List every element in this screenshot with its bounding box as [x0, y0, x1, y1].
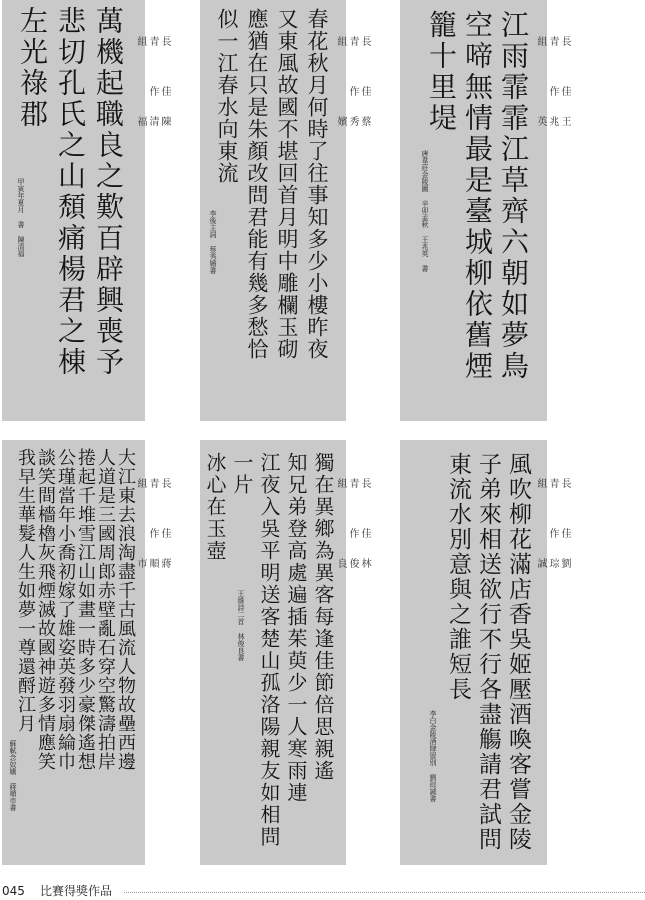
calligraphy-artwork [443, 452, 533, 857]
artwork-panel [2, 0, 145, 421]
calligraphy-column: 冰心在玉壺 [203, 452, 227, 562]
calligraphy-column: 公瑾當年小喬初嫁了雄姿英發羽扇綸巾 [55, 448, 76, 771]
artwork-panel [2, 440, 145, 865]
calligraphy-artwork [15, 448, 135, 858]
calligraphy-column: 江雨霏霏江草齊六朝如夢鳥 [497, 10, 530, 382]
calligraphy-column: 知兄弟登高處遍插茱萸少一人寒雨連 [284, 452, 308, 804]
category-label: 長青組 [535, 36, 570, 47]
category-label: 長青組 [535, 478, 570, 489]
calligraphy-artwork [13, 6, 127, 416]
calligraphy-column: 籠十里堤 [425, 10, 458, 134]
calligraphy-column: 獨在異鄉為異客每逢佳節倍思親遙 [311, 452, 335, 782]
calligraphy-column: 東流水別意與之誰短長 [445, 452, 471, 702]
calligraphy-artwork [212, 8, 332, 408]
award-label: 佳作 [547, 528, 570, 539]
calligraphy-column: 應猶在只是朱顏改問君能有幾多愁恰 [245, 8, 269, 360]
artist-signature: 蘇軾念奴嬌 蔣順市書 [9, 740, 17, 811]
artist-signature: 唐韋莊金陵圖 辛卯孟秋 王兆英 書 [421, 150, 429, 272]
artist-name: 蔣順市 [135, 558, 170, 569]
calligraphy-column: 又東風故國不堪回首月明中雕欄玉砌 [275, 8, 299, 360]
calligraphy-column: 左光祿郡 [16, 6, 49, 130]
artwork-panel [200, 0, 346, 421]
award-label: 佳作 [547, 86, 570, 97]
page-footer [0, 884, 645, 900]
category-label: 長青組 [335, 36, 370, 47]
calligraphy-column: 風吹柳花滿店香吳姬壓酒喚客嘗金陵 [505, 452, 531, 852]
category-label: 長青組 [335, 478, 370, 489]
calligraphy-column: 空啼無情最是臺城柳依舊煙 [461, 10, 494, 382]
calligraphy-column: 談笑間檣櫓灰飛煙滅故國神遊多情應笑 [35, 448, 56, 771]
calligraphy-column: 萬機起職良之歎百辟興喪予 [92, 6, 125, 378]
award-label: 佳作 [147, 528, 170, 539]
award-label: 佳作 [147, 86, 170, 97]
section-title: 比賽得獎作品 [40, 884, 113, 898]
calligraphy-column: 似一江春水向東流 [215, 8, 239, 184]
calligraphy-column: 我早生華髮人生如夢一尊還酹江月 [15, 448, 36, 733]
category-label: 長青組 [135, 36, 170, 47]
footer-divider [124, 892, 645, 893]
artist-name: 劉琮誠 [535, 558, 570, 569]
artist-name: 陳清福 [135, 116, 170, 127]
artwork-panel [400, 0, 547, 421]
calligraphy-column: 春花秋月何時了往事知多少小樓昨夜 [305, 8, 329, 360]
category-label: 長青組 [135, 478, 170, 489]
artist-signature: 李白金陵酒肆留別 劉琮誠書 [429, 710, 437, 802]
award-label: 佳作 [347, 86, 370, 97]
calligraphy-column: 捲起千堆雪江山如畫一時多少豪傑遙想 [75, 448, 96, 771]
calligraphy-artwork [423, 10, 531, 415]
page-number: 045 [2, 884, 25, 898]
artist-name: 王兆英 [535, 116, 570, 127]
artist-name: 林俊良 [335, 558, 370, 569]
artwork-panel [400, 440, 547, 865]
artwork-panel [200, 440, 346, 865]
calligraphy-column: 人道是三國周郎赤壁亂石穿空驚濤拍岸 [95, 448, 116, 771]
calligraphy-column: 江夜入吳平明送客楚山孤洛陽親友如相問一片 [230, 452, 281, 848]
artist-signature: 王維詩二首 林俊良書 [237, 590, 245, 661]
calligraphy-column: 大江東去浪淘盡千古風流人物故壘西邊 [115, 448, 136, 771]
artist-signature: 甲寅年夏月 書 陳清福 [17, 178, 25, 257]
award-label: 佳作 [347, 528, 370, 539]
artist-signature: 李後主詞 蔡秀嬪書 [209, 210, 217, 274]
calligraphy-artwork [201, 452, 336, 857]
calligraphy-column: 悲切孔氏之山頹痛楊君之棟 [54, 6, 87, 378]
artist-name: 蔡秀嬪 [335, 116, 370, 127]
calligraphy-column: 子弟來相送欲行不行各盡觴請君試問 [475, 452, 501, 852]
